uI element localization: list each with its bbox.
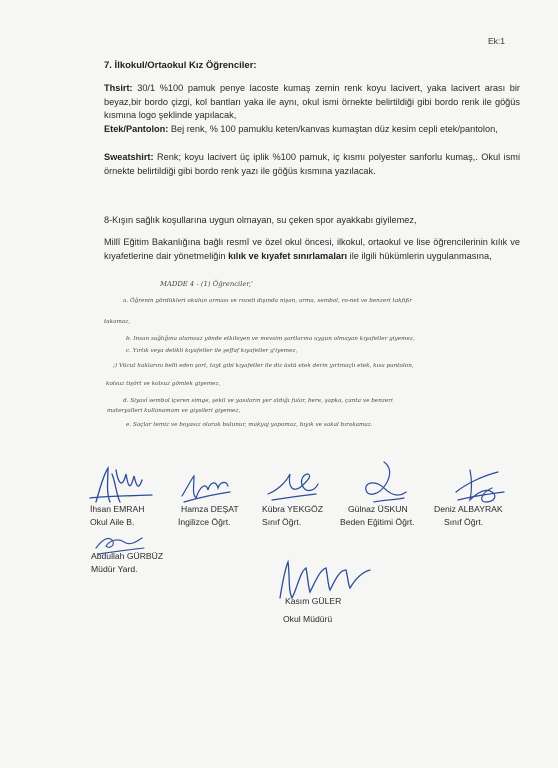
etek-paragraph: [104, 123, 520, 137]
etek-text: Bej renk, % 100 pamuklu keten/kanvas kumaştan düz kesim cepli etek/pantolon,: [168, 124, 498, 134]
regulation-item-e: e. Saçlar temiz ve boyasız olarak bulunur, makyaj yapamaz, bıyık ve sakal bırakamaz.: [126, 422, 373, 428]
signatory-6-role: Müdür Yard.: [91, 564, 138, 574]
signatory-3-name: Kübra YEKGÖZ: [262, 504, 323, 514]
regulation-item-d: d. Siyasî sembol içeren simge, şekil ve yasıların yer aldığı fular, bere, şapka, çanta ve benzeri: [123, 398, 393, 404]
sweatshirt-text: Renk; koyu lacivert üç iplik %100 pamuk, iç kısmı polyester sanforlu kumaş,. Okul ismi örnekte belirtildiği gibi bordo renk yazı ile göğüs kısmına yazılacak.: [104, 152, 520, 176]
signature-deniz-albayrak: [448, 462, 508, 506]
thsirt-paragraph: [104, 82, 520, 123]
signature-hamza-desat: [178, 468, 234, 508]
signature-ihsan-emrah: [86, 462, 156, 508]
thsirt-text: 30/1 %100 pamuk penye lacoste kumaş zemin renk koyu lacivert, yaka lacivert arası bir beyaz,bir bordo çizgi, kol bantları yaka ile aynı, okul ismi örnekte belirtildiği gibi bordo renk ile göğüs kısmına logo şeklinde yapılacak,: [104, 83, 520, 121]
annex-label: Ek:1: [488, 36, 506, 46]
madde-heading: MADDE 4 - (1) Öğrenciler,': [160, 280, 253, 288]
thsirt-label: Thsirt:: [104, 83, 133, 93]
regulation-paragraph: [104, 236, 520, 263]
signatory-5-name: Deniz ALBAYRAK: [434, 504, 503, 514]
signatory-4-role: Beden Eğitimi Öğrt.: [340, 517, 415, 527]
sweatshirt-label: Sweatshirt:: [104, 152, 154, 162]
regulation-item-a-cont: takamaz,: [104, 319, 131, 325]
signatory-2-role: İngilizce Öğrt.: [178, 517, 231, 527]
signatory-1-role: Okul Aile B.: [90, 517, 135, 527]
section-8-paragraph: 8-Kışın sağlık koşullarına uygun olmayan, su çeken spor ayakkabı giyilemez,: [104, 215, 417, 225]
signatory-5-role: Sınıf Öğrt.: [444, 517, 484, 527]
regulation-item-a: a. Öğrenin gördükleri okulun arması ve rozeti dışında nişan, arma, sembol, ro-net ve benzeri takfißr: [123, 298, 412, 304]
signatory-4-name: Gülnaz ÜSKUN: [348, 504, 408, 514]
signatory-6-name: Abdullah GÜRBÜZ: [91, 551, 164, 561]
regulation-item-b: b. Insan sağlığına olumsuz yönde etkileyen ve mevsim şartlarına uygun olmayan kıyafetler giyemez,: [126, 336, 415, 342]
signatory-1-name: İhsan EMRAH: [90, 504, 145, 514]
regulation-item-cc: ;) Vücut haklarını belli eden şort, tayt gibi kıyafetler ile diz üstü etek derin yırtmaçlı etek, kısa pantolon,: [113, 363, 414, 369]
regulation-item-cc-cont: kolsuz tişört ve kolsuz gömlek giyemez,: [106, 381, 221, 387]
signature-gulnaz-uskun: [354, 458, 414, 508]
sweatshirt-paragraph: [104, 151, 520, 178]
regulation-text-after: ile ilgili hükümlerin uygulanmasına,: [347, 250, 492, 261]
regulation-item-d-cont: materyalleri kullanamam ve giysileri giyemez,: [107, 408, 241, 414]
regulation-text-bold: kılık ve kıyafet sınırlamaları: [228, 250, 348, 261]
signatory-7-name: Kasım GÜLER: [285, 596, 342, 606]
signatory-2-name: Hamza DEŞAT: [181, 504, 239, 514]
signatory-7-role: Okul Müdürü: [283, 614, 333, 624]
section-7-heading: 7. İlkokul/Ortaokul Kız Öğrenciler:: [104, 60, 257, 71]
etek-label: Etek/Pantolon:: [104, 124, 169, 134]
regulation-text-before: Millî Eğitim Bakanlığına bağlı resmî ve özel okul öncesi, ilkokul, ortaokul ve lise öğrencilerinin kılık ve kıyafetlerine dair yönetmeliğin: [104, 237, 520, 261]
regulation-item-c: c. Yırtık veya delikli kıyafetler ile şeffaf kıyafetler g'iyemez,: [126, 348, 298, 354]
signatory-3-role: Sınıf Öğrt.: [262, 517, 302, 527]
signature-kubra-yekgoz: [262, 464, 322, 506]
